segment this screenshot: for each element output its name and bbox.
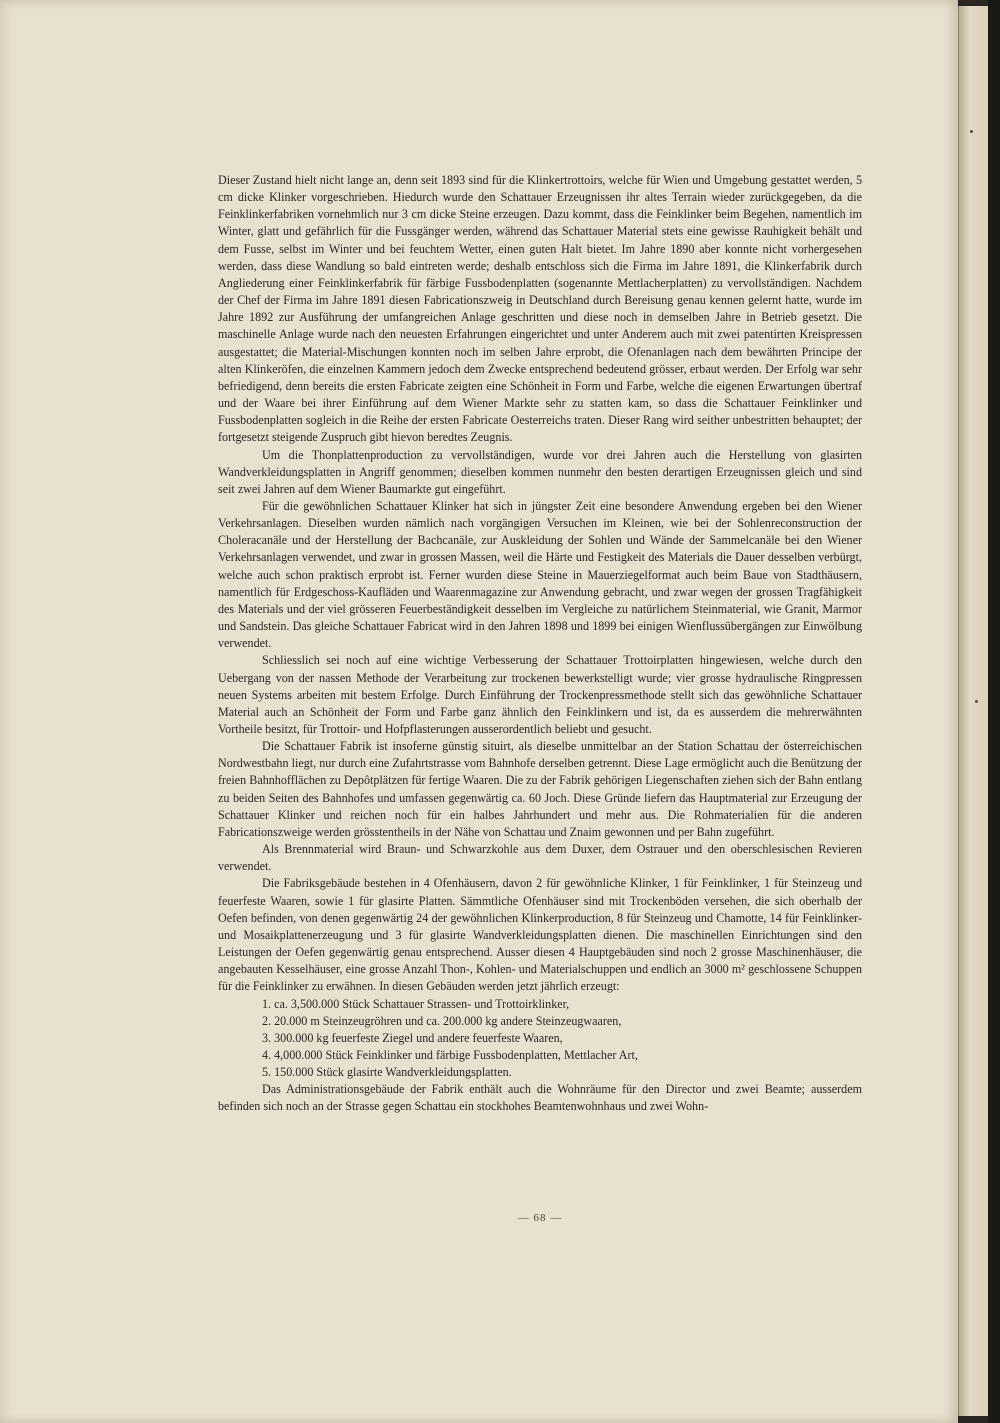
dust-speck bbox=[975, 700, 978, 703]
paragraph: Dieser Zustand hielt nicht lange an, denn seit 1893 sind für die Klinkertrottoirs, welche für Wien und Umgebung gestattet werden, 5 cm dicke Klinker vorgeschrieben. Hiedurch wurde den Schattauer Erzeugnissen ihr altes Terrain wieder zurückgegeben, da die Feinklinkerfabriken vornehmlich nur 3 cm dicke Steine erzeugen. Dazu kommt, dass die Feinklinker beim Begehen, namentlich im Winter, glatt und gefährlich für die Fussgänger werden, während das Schattauer Material stets eine gewisse Rauhigkeit behält und dem Fusse, selbst im Winter und bei feuchtem Wetter, einen guten Halt bietet. Im Jahre 1890 aber konnte nicht vorhergesehen werden, dass diese Wandlung so bald eintreten werde; deshalb entschloss sich die Firma im Jahre 1891, die Klinkerfabrik durch Angliederung einer Feinklinkerfabrik für färbige Fussbodenplatten (sogenannte Mettlacherplatten) zu vervollständigen. Nachdem der Chef der Firma im Jahre 1891 diesen Fabricationszweig in Deutschland durch Bereisung genau kennen gelernt hatte, wurde im Jahre 1892 zur Ausführung der umfangreichen Anlage geschritten und diese noch in demselben Jahre in Betrieb gesetzt. Die maschinelle Anlage wurde nach den neuesten Erfahrungen eingerichtet und unter Anderem auch mit zwei patentirten Kreispressen ausgestattet; die Material-Mischungen konnten noch im selben Jahre erprobt, die Ofenanlagen nach dem bewährten Principe der alten Klinkeröfen, die einzelnen Kammern jedoch dem Zwecke entsprechend bedeutend grösser, erbaut werden. Der Erfolg war sehr befriedigend, denn bereits die ersten Fabricate zeigten eine Schönheit in Form und Farbe, welche die eigenen Erwartungen übertraf und der Waare bei ihrer Einführung auf dem Wiener Markte sehr zu statten kam, so dass die Schattauer Feinklinker und Fussbodenplatten sogleich in die Reihe der ersten Fabricate Oesterreichs traten. Dieser Rang wird seither unbestritten behauptet; der fortgesetzt steigende Zuspruch gibt hievon beredtes Zeugnis. bbox=[218, 173, 862, 445]
paragraph: Für die gewöhnlichen Schattauer Klinker hat sich in jüngster Zeit eine besondere Anwendung ergeben bei den Wiener Verkehrsanlagen. Dieselben wurden nämlich nach vorgängigen Versuchen im Kleinen, wie bei der Sohlenreconstruction der Choleracanäle und der Herstellung der Bachcanäle, zur Auskleidung der Sohlen und Wände der Sammelcanäle bei den Wiener Verkehrsanlagen verwendet, und zwar in grossen Massen, weil die Härte und Festigkeit des Materials die Dauer desselben verbürgt, welche auch schon praktisch erprobt ist. Ferner wurden diese Steine in Mauerziegelformat auch beim Baue von Stadthäusern, namentlich für Erdgeschoss-Kaufläden und Waarenmagazine zur Anwendung gebracht, und zwar wegen der grossen Tragfähigkeit des Materials und der viel grösseren Feuerbeständigkeit desselben im Vergleiche zu natürlichem Steinmaterial, wie Granit, Marmor und Sandstein. Das gleiche Schattauer Fabricat wird in den Jahren 1898 und 1899 bei einigen Wienflussübergängen zur Einwölbung verwendet. bbox=[218, 498, 862, 651]
next-page-edge bbox=[958, 6, 989, 1416]
page-number: — 68 — bbox=[517, 1212, 563, 1224]
list-item: 5. 150.000 Stück glasirte Wandverkleidungsplatten. bbox=[262, 1065, 512, 1080]
paragraph: Als Brennmaterial wird Braun- und Schwarzkohle aus dem Duxer, dem Ostrauer und den oberschlesischen Revieren verwendet. bbox=[218, 842, 862, 874]
production-list bbox=[218, 996, 862, 1082]
list-item: 3. 300.000 kg feuerfeste Ziegel und andere feuerfeste Waaren, bbox=[262, 1030, 563, 1045]
closing-paragraph: Das Administrationsgebäude der Fabrik enthält auch die Wohnräume für den Director und zwei Beamte; ausserdem befinden sich noch an der Strasse gegen Schattau ein stockhohes Beamtenwohnhaus und zwei Wohn- bbox=[218, 1082, 862, 1114]
dust-speck bbox=[970, 130, 973, 133]
list-item: 2. 20.000 m Steinzeugröhren und ca. 200.000 kg andere Steinzeugwaaren, bbox=[262, 1013, 622, 1028]
list-item: 4. 4,000.000 Stück Feinklinker und färbige Fussbodenplatten, Mettlacher Art, bbox=[262, 1047, 638, 1062]
book-cover-edge bbox=[988, 0, 1000, 1423]
body-text bbox=[218, 172, 862, 1116]
paragraph: Schliesslich sei noch auf eine wichtige Verbesserung der Schattauer Trottoirplatten hingewiesen, welche durch den Uebergang von der nassen Methode der Verarbeitung zur trockenen bewerkstelligt wurde; vier grosse hydraulische Ringpressen neuen Systems arbeiten mit bestem Erfolge. Durch Einführung der Trockenpressmethode stellt sich das gewöhnliche Schattauer Material auch an Schönheit der Form und Farbe ganz ähnlich den Feinklinkern und ist, da es ausserdem die mehrerwähnten Vortheile besitzt, für Trottoir- und Hofpflasterungen ausserordentlich beliebt und gesucht. bbox=[218, 653, 862, 736]
paragraph: Die Fabriksgebäude bestehen in 4 Ofenhäusern, davon 2 für gewöhnliche Klinker, 1 für Feinklinker, 1 für Steinzeug und feuerfeste Waaren, sowie 1 für glasirte Platten. Sämmtliche Ofenhäuser sind mit Trockenböden versehen, die sich oberhalb der Oefen befinden, von denen gegenwärtig 24 der gewöhnlichen Klinkerproduction, 8 für Steinzeug und Chamotte, 14 für Feinklinker- und Mosaikplattenerzeugung und 3 für glasirte Wandverkleidungsplatten dienen. Die maschinellen Einrichtungen sind den Leistungen der Oefen gegenwärtig genau entsprechend. Ausser diesen 4 Hauptgebäuden sind noch 2 grosse Maschinenhäuser, die angebauten Kesselhäuser, eine grosse Anzahl Thon-, Kohlen- und Materialschuppen und endlich an 3000 m² geschlossene Schuppen für die Feinklinker zu erwähnen. In diesen Gebäuden werden jetzt jährlich erzeugt: bbox=[218, 876, 862, 994]
paragraph: Die Schattauer Fabrik ist insoferne günstig situirt, als dieselbe unmittelbar an der Station Schattau der österreichischen Nordwestbahn liegt, nur durch eine Zufahrtstrasse vom Bahnhofe derselben getrennt. Diese Lage ermöglicht auch die Benützung der freien Bahnhofflächen zu Depôtplätzen für fertige Waaren. Die zu der Fabrik gehörigen Liegenschaften ziehen sich der Bahn entlang zu beiden Seiten des Bahnhofes und umfassen gegenwärtig ca. 60 Joch. Diese Gründe liefern das Hauptmaterial zur Erzeugung der Schattauer Klinker und reichen noch für ein halbes Jahrhundert und mehr aus. Die Rohmaterialien für die anderen Fabricationszweige werden grösstentheils in der Nähe von Schattau und Znaim gewonnen und per Bahn zugeführt. bbox=[218, 739, 862, 839]
paragraph: Um die Thonplattenproduction zu vervollständigen, wurde vor drei Jahren auch die Herstellung von glasirten Wandverkleidungsplatten in Angriff genommen; dieselben kommen nunmehr den besten derartigen Erzeugnissen gleich und sind seit zwei Jahren auf dem Wiener Baumarkte gut eingeführt. bbox=[218, 447, 862, 496]
list-item: 1. ca. 3,500.000 Stück Schattauer Strassen- und Trottoirklinker, bbox=[262, 996, 570, 1011]
